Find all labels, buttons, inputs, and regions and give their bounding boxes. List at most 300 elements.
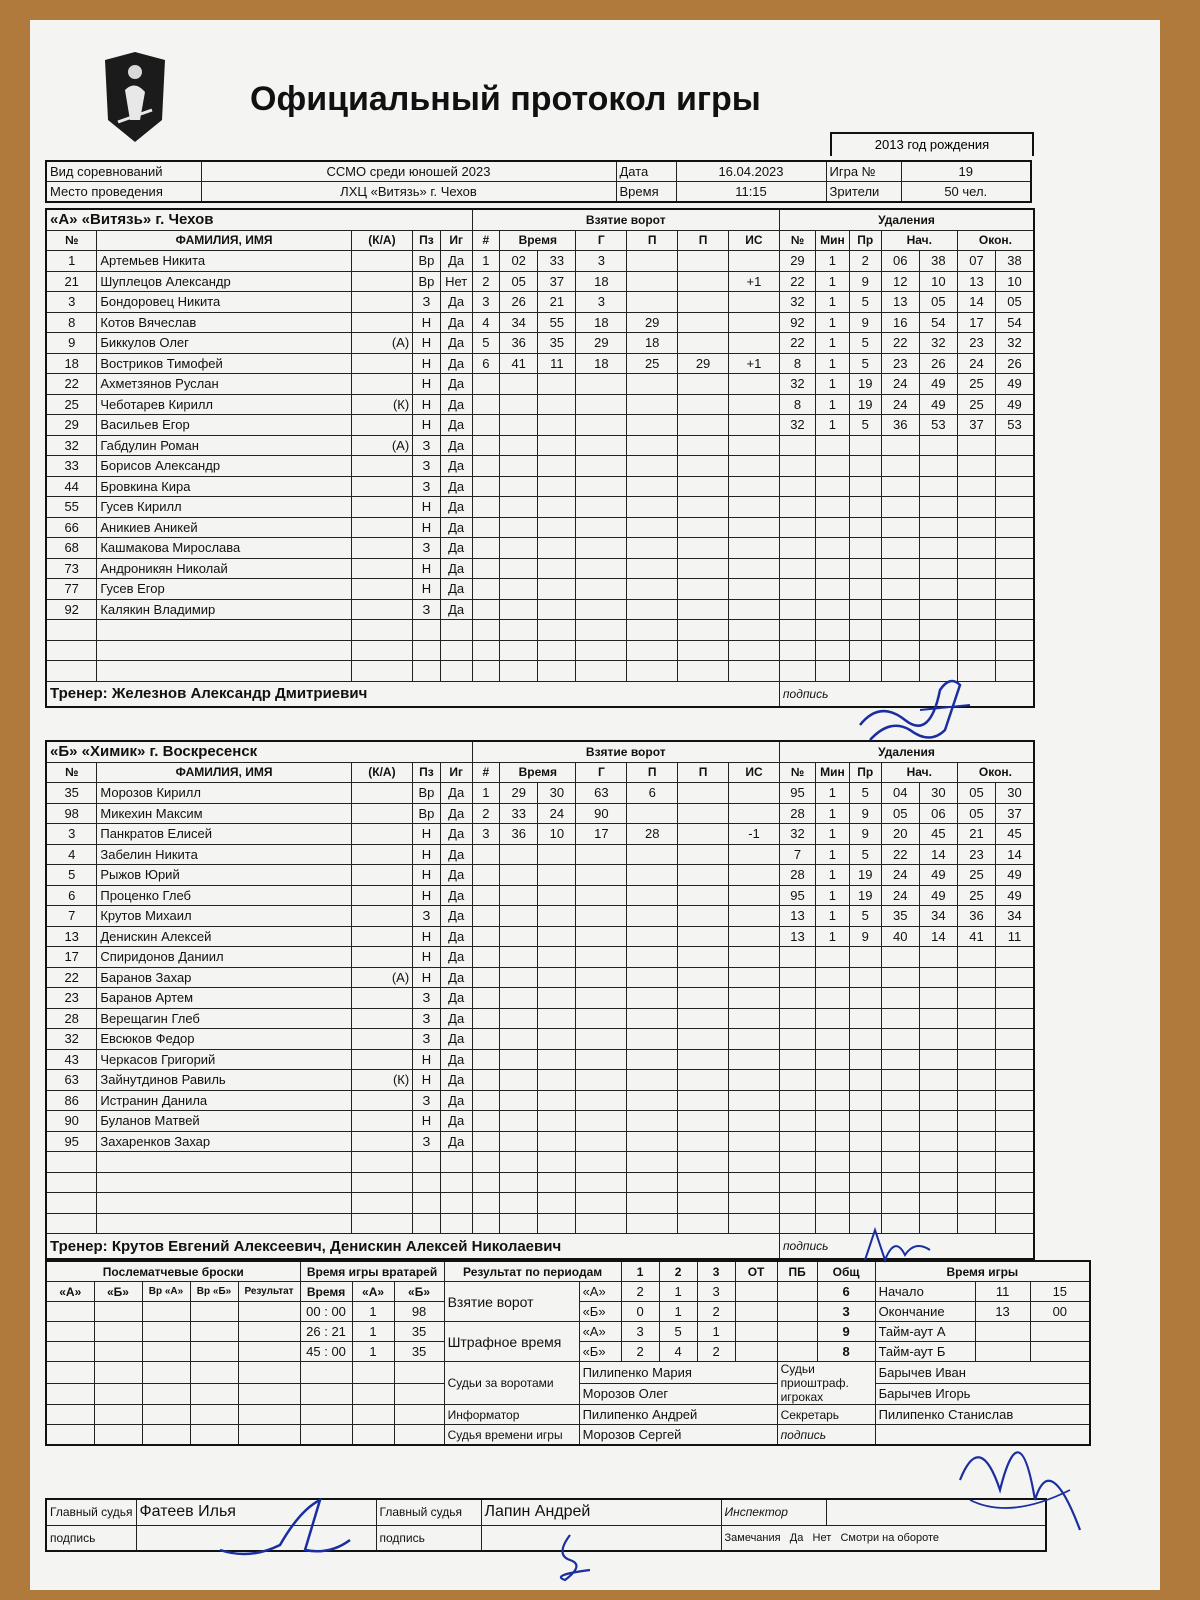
goal-minute	[500, 640, 538, 661]
goal-scorer	[576, 947, 627, 968]
player-role	[351, 824, 412, 845]
remarks-see-back: Смотри на обороте	[840, 1531, 939, 1544]
goals-b-p3: 2	[697, 1302, 735, 1322]
pen-player	[779, 1070, 815, 1091]
pen-end-min	[957, 988, 995, 1009]
table-row	[46, 947, 1034, 968]
goal-strength	[728, 599, 779, 620]
player-played: Да	[440, 517, 472, 538]
pen-player	[779, 558, 815, 579]
goal-number: 6	[472, 353, 500, 374]
col-pen-min: Мин	[815, 762, 849, 783]
player-position: Н	[413, 1111, 441, 1132]
pen-start-min	[881, 476, 919, 497]
goal-second	[538, 947, 576, 968]
pen-reason	[849, 967, 881, 988]
goal-minute	[500, 988, 538, 1009]
goal-second: 55	[538, 312, 576, 333]
gk-row-1-b: 98	[394, 1302, 444, 1322]
player-role	[351, 783, 412, 804]
shootout-col-result: Результат	[238, 1282, 300, 1302]
goal-number	[472, 1049, 500, 1070]
pen-end-sec	[996, 579, 1034, 600]
goal-second	[538, 661, 576, 682]
player-role	[351, 803, 412, 824]
goal-minute	[500, 579, 538, 600]
pen-player: 92	[779, 312, 815, 333]
goal-scorer	[576, 661, 627, 682]
pen-minutes	[815, 476, 849, 497]
pen-reason: 5	[849, 353, 881, 374]
remarks-label: Замечания	[724, 1531, 781, 1544]
table-row	[46, 885, 1034, 906]
player-name: Чеботарев Кирилл	[97, 394, 351, 415]
player-name	[97, 620, 351, 641]
pen-end-sec: 30	[996, 783, 1034, 804]
table-row	[46, 906, 1034, 927]
goal-second	[538, 476, 576, 497]
player-number: 1	[46, 251, 97, 272]
player-role	[351, 497, 412, 518]
pen-start-sec	[919, 1090, 957, 1111]
gk-row-2-time: 26 : 21	[300, 1322, 352, 1342]
goal-assist-2	[678, 538, 729, 559]
goal-assist-2	[678, 1172, 729, 1193]
goal-second	[538, 1029, 576, 1050]
goal-strength	[729, 865, 780, 886]
col-number: №	[46, 230, 97, 251]
end-label: Окончание	[875, 1302, 975, 1322]
pen-player	[779, 1131, 815, 1152]
pen-start-sec: 30	[919, 783, 957, 804]
pen-start-min: 24	[881, 865, 919, 886]
player-position: Н	[413, 333, 441, 354]
pen-start-sec: 14	[919, 926, 957, 947]
goal-minute: 36	[500, 333, 538, 354]
goal-scorer	[576, 1008, 627, 1029]
goal-minute	[500, 497, 538, 518]
remarks-yes: Да	[789, 1531, 804, 1544]
goal-number	[472, 1152, 500, 1173]
player-number: 90	[46, 1111, 97, 1132]
pen-end-sec: 34	[996, 906, 1034, 927]
goal-assist-2	[678, 844, 729, 865]
pen-start-sec	[919, 599, 957, 620]
competition-label: Вид соревнований	[46, 161, 201, 182]
player-position: З	[413, 988, 441, 1009]
pen-start-sec	[919, 1131, 957, 1152]
signature-label: подпись	[779, 681, 1034, 707]
goal-number	[472, 599, 500, 620]
pen-minutes	[815, 1070, 849, 1091]
goal-assist-1	[627, 967, 678, 988]
pen-start-min	[881, 1172, 919, 1193]
player-number: 63	[46, 1070, 97, 1091]
gk-row-2-a: 1	[352, 1322, 394, 1342]
goal-assist-2	[678, 865, 729, 886]
pen-end-min	[957, 620, 995, 641]
player-name: Спиридонов Даниил	[97, 947, 351, 968]
gk-col-a: «А»	[352, 1282, 394, 1302]
col-goal-scorer: Г	[576, 762, 627, 783]
col-goal-time: Время	[500, 762, 576, 783]
pen-start-sec	[919, 456, 957, 477]
goal-assist-2	[678, 579, 729, 600]
goal-assist-2	[678, 1008, 729, 1029]
goal-scorer: 17	[576, 824, 627, 845]
goal-assist-1	[627, 865, 678, 886]
pen-player	[779, 517, 815, 538]
pen-end-sec	[996, 1152, 1034, 1173]
goal-number	[472, 517, 500, 538]
goal-second	[538, 1049, 576, 1070]
goals-a-total: 6	[817, 1282, 875, 1302]
player-role	[351, 620, 412, 641]
signature-label: подпись	[779, 1234, 1034, 1260]
pen-end-min: 05	[957, 783, 995, 804]
pen-end-sec	[996, 1213, 1034, 1234]
pen-reason: 2	[849, 251, 881, 272]
goal-assist-2	[678, 988, 729, 1009]
goal-assist-1: 25	[627, 353, 678, 374]
goal-minute	[500, 661, 538, 682]
pen-end-sec: 37	[996, 803, 1034, 824]
player-position	[413, 661, 441, 682]
pen-end-min	[957, 1008, 995, 1029]
goal-minute	[500, 1172, 538, 1193]
pen-reason: 5	[849, 333, 881, 354]
goal-assist-1: 6	[627, 783, 678, 804]
col-pen-reason: Пр	[849, 230, 881, 251]
goal-number	[472, 579, 500, 600]
pim-team-b: «Б»	[579, 1342, 621, 1362]
gk-row-3-time: 45 : 00	[300, 1342, 352, 1362]
pen-end-sec	[996, 1070, 1034, 1091]
goal-assist-1	[627, 620, 678, 641]
player-played: Да	[440, 538, 472, 559]
pen-start-sec: 34	[919, 906, 957, 927]
player-played: Да	[440, 312, 472, 333]
player-role	[351, 538, 412, 559]
table-row	[46, 538, 1034, 559]
table-row	[46, 1152, 1034, 1173]
player-name: Зайнутдинов Равиль	[97, 1070, 351, 1091]
pen-player: 28	[779, 865, 815, 886]
goals-b-p1: 0	[621, 1302, 659, 1322]
player-role	[351, 906, 412, 927]
goal-second: 11	[538, 353, 576, 374]
player-number: 35	[46, 783, 97, 804]
shootout-col-gkb: Вр «Б»	[190, 1282, 238, 1302]
player-number: 21	[46, 271, 97, 292]
pen-start-min	[881, 1049, 919, 1070]
goal-assist-2	[678, 1111, 729, 1132]
player-role	[351, 1008, 412, 1029]
referee-1-label: Главный судья	[46, 1499, 136, 1525]
player-role	[351, 885, 412, 906]
goal-minute: 02	[500, 251, 538, 272]
goal-strength	[728, 517, 779, 538]
player-role: (А)	[351, 967, 412, 988]
player-number: 95	[46, 1131, 97, 1152]
pen-end-sec: 38	[996, 251, 1034, 272]
pen-start-sec	[919, 620, 957, 641]
pen-end-sec	[996, 1008, 1034, 1029]
pen-reason: 5	[849, 844, 881, 865]
table-row	[46, 558, 1034, 579]
pen-player	[779, 1008, 815, 1029]
pen-end-min	[957, 640, 995, 661]
coach-name: Тренер: Крутов Евгений Алексеевич, Денискин Алексей Николаевич	[46, 1234, 779, 1260]
player-played: Да	[440, 1008, 472, 1029]
player-role: (К)	[351, 394, 412, 415]
pen-end-sec	[996, 967, 1034, 988]
gk-col-b: «Б»	[394, 1282, 444, 1302]
goal-assist-1	[627, 415, 678, 436]
goal-second	[538, 497, 576, 518]
goal-assist-1	[627, 947, 678, 968]
goal-assist-1	[627, 988, 678, 1009]
goal-minute	[500, 538, 538, 559]
goal-second	[538, 558, 576, 579]
pen-reason: 19	[849, 394, 881, 415]
pen-end-min: 14	[957, 292, 995, 313]
pen-reason	[849, 947, 881, 968]
referee-2-signature-label: подпись	[376, 1525, 481, 1551]
player-played: Да	[440, 926, 472, 947]
goal-minute	[500, 415, 538, 436]
goal-number	[472, 415, 500, 436]
pen-player: 13	[779, 926, 815, 947]
pen-start-sec: 49	[919, 374, 957, 395]
pen-end-min: 25	[957, 374, 995, 395]
goal-scorer	[576, 435, 627, 456]
pen-end-min	[957, 579, 995, 600]
period-3-header: 3	[697, 1261, 735, 1282]
player-number: 77	[46, 579, 97, 600]
pen-end-sec	[996, 620, 1034, 641]
player-name: Борисов Александр	[97, 456, 351, 477]
player-role	[351, 1029, 412, 1050]
goal-scorer	[576, 865, 627, 886]
goal-minute	[500, 1152, 538, 1173]
goal-assist-1	[627, 435, 678, 456]
goal-minute	[500, 394, 538, 415]
goal-number	[472, 1090, 500, 1111]
goal-assist-1	[627, 1111, 678, 1132]
player-role	[351, 1111, 412, 1132]
goal-assist-1	[627, 926, 678, 947]
team-title: «А» «Витязь» г. Чехов	[46, 209, 472, 230]
player-number: 13	[46, 926, 97, 947]
pen-end-min	[957, 1049, 995, 1070]
pen-player	[779, 476, 815, 497]
pen-end-sec: 54	[996, 312, 1034, 333]
pen-start-sec: 32	[919, 333, 957, 354]
goal-number	[472, 456, 500, 477]
goal-assist-1	[627, 844, 678, 865]
pim-b-p2: 4	[659, 1342, 697, 1362]
player-number: 32	[46, 1029, 97, 1050]
goal-strength	[729, 1008, 780, 1029]
col-pen-reason: Пр	[849, 762, 881, 783]
game-time-title: Время игры	[875, 1261, 1090, 1282]
game-number-value: 19	[901, 161, 1031, 182]
pen-end-sec	[996, 558, 1034, 579]
table-row	[46, 844, 1034, 865]
goal-assist-2	[678, 271, 729, 292]
pen-minutes	[815, 1193, 849, 1214]
goal-minute: 34	[500, 312, 538, 333]
pen-minutes	[815, 599, 849, 620]
goal-scorer	[576, 1070, 627, 1091]
player-role	[351, 353, 412, 374]
pen-player	[779, 497, 815, 518]
pen-start-sec: 45	[919, 824, 957, 845]
pen-start-sec	[919, 1008, 957, 1029]
goal-second	[538, 435, 576, 456]
goal-number	[472, 844, 500, 865]
goal-assist-1	[627, 1213, 678, 1234]
remarks-no: Нет	[812, 1531, 832, 1544]
player-played	[440, 1152, 472, 1173]
pen-end-sec: 49	[996, 865, 1034, 886]
pen-start-min	[881, 1008, 919, 1029]
goal-strength	[729, 906, 780, 927]
player-number	[46, 620, 97, 641]
pen-player	[779, 1111, 815, 1132]
goal-strength	[729, 1111, 780, 1132]
player-name: Артемьев Никита	[97, 251, 351, 272]
goal-number: 5	[472, 333, 500, 354]
player-number: 3	[46, 292, 97, 313]
pen-start-min	[881, 517, 919, 538]
gk-row-3-b: 35	[394, 1342, 444, 1362]
player-played: Да	[440, 476, 472, 497]
player-role	[351, 456, 412, 477]
page-title: Официальный протокол игры	[250, 80, 761, 118]
table-row	[46, 476, 1034, 497]
goal-scorer	[576, 517, 627, 538]
player-played: Да	[440, 1070, 472, 1091]
pen-start-sec	[919, 538, 957, 559]
penalty-judge-2: Барычев Игорь	[875, 1383, 1090, 1405]
player-number: 33	[46, 456, 97, 477]
goal-strength	[728, 661, 779, 682]
player-number	[46, 661, 97, 682]
pen-minutes: 1	[815, 394, 849, 415]
player-number: 7	[46, 906, 97, 927]
table-row	[46, 394, 1034, 415]
goal-assist-2	[678, 251, 729, 272]
goal-strength	[729, 1070, 780, 1091]
goal-assist-2	[678, 1090, 729, 1111]
pen-end-min: 24	[957, 353, 995, 374]
player-position: З	[413, 435, 441, 456]
player-position: Н	[413, 579, 441, 600]
pen-start-min: 12	[881, 271, 919, 292]
pen-reason	[849, 1029, 881, 1050]
player-name: Андроникян Николай	[97, 558, 351, 579]
player-role	[351, 926, 412, 947]
col-pen-end: Окон.	[957, 762, 1034, 783]
pen-player: 7	[779, 844, 815, 865]
player-played: Да	[440, 885, 472, 906]
goal-assist-1	[627, 558, 678, 579]
goals-b-so	[777, 1302, 817, 1322]
goal-assist-2	[678, 1213, 729, 1234]
goal-second	[538, 1131, 576, 1152]
pen-start-min: 35	[881, 906, 919, 927]
table-row	[46, 353, 1034, 374]
table-row	[46, 865, 1034, 886]
table-row	[46, 251, 1034, 272]
player-position: Н	[413, 497, 441, 518]
table-row	[46, 579, 1034, 600]
player-name: Баранов Артем	[97, 988, 351, 1009]
pen-end-sec: 26	[996, 353, 1034, 374]
pen-end-min	[957, 967, 995, 988]
player-position: З	[413, 476, 441, 497]
player-position: Н	[413, 517, 441, 538]
pen-player	[779, 640, 815, 661]
pen-minutes	[815, 1213, 849, 1234]
pen-end-min	[957, 599, 995, 620]
player-role	[351, 1193, 412, 1214]
col-played: Иг	[440, 230, 472, 251]
pen-start-min	[881, 640, 919, 661]
goal-minute	[500, 374, 538, 395]
pen-start-min	[881, 947, 919, 968]
gk-row-2-b: 35	[394, 1322, 444, 1342]
pen-end-min: 25	[957, 885, 995, 906]
player-played: Да	[440, 947, 472, 968]
player-number: 29	[46, 415, 97, 436]
pen-player: 32	[779, 824, 815, 845]
pen-end-min: 25	[957, 865, 995, 886]
player-role	[351, 415, 412, 436]
goal-strength	[728, 476, 779, 497]
goal-second: 24	[538, 803, 576, 824]
pen-player: 95	[779, 783, 815, 804]
penalty-judge-1: Барычев Иван	[875, 1362, 1090, 1384]
pen-end-sec	[996, 1090, 1034, 1111]
player-role	[351, 517, 412, 538]
goal-strength	[728, 292, 779, 313]
goals-b-total: 3	[817, 1302, 875, 1322]
player-position: Н	[413, 415, 441, 436]
pen-end-sec: 49	[996, 374, 1034, 395]
goal-number	[472, 906, 500, 927]
goal-assist-1	[627, 1029, 678, 1050]
pen-reason	[849, 538, 881, 559]
goal-assist-2	[678, 374, 729, 395]
pen-start-min	[881, 1152, 919, 1173]
col-goal-number: #	[472, 230, 500, 251]
pen-end-sec	[996, 661, 1034, 682]
col-pen-number: №	[779, 762, 815, 783]
goal-strength	[729, 1193, 780, 1214]
league-logo	[100, 50, 170, 145]
pen-start-min	[881, 620, 919, 641]
goal-number	[472, 967, 500, 988]
player-position: З	[413, 599, 441, 620]
goal-scorer	[576, 558, 627, 579]
pen-start-sec	[919, 1152, 957, 1173]
pen-player	[779, 435, 815, 456]
player-name	[97, 1152, 351, 1173]
goal-assist-1	[627, 579, 678, 600]
